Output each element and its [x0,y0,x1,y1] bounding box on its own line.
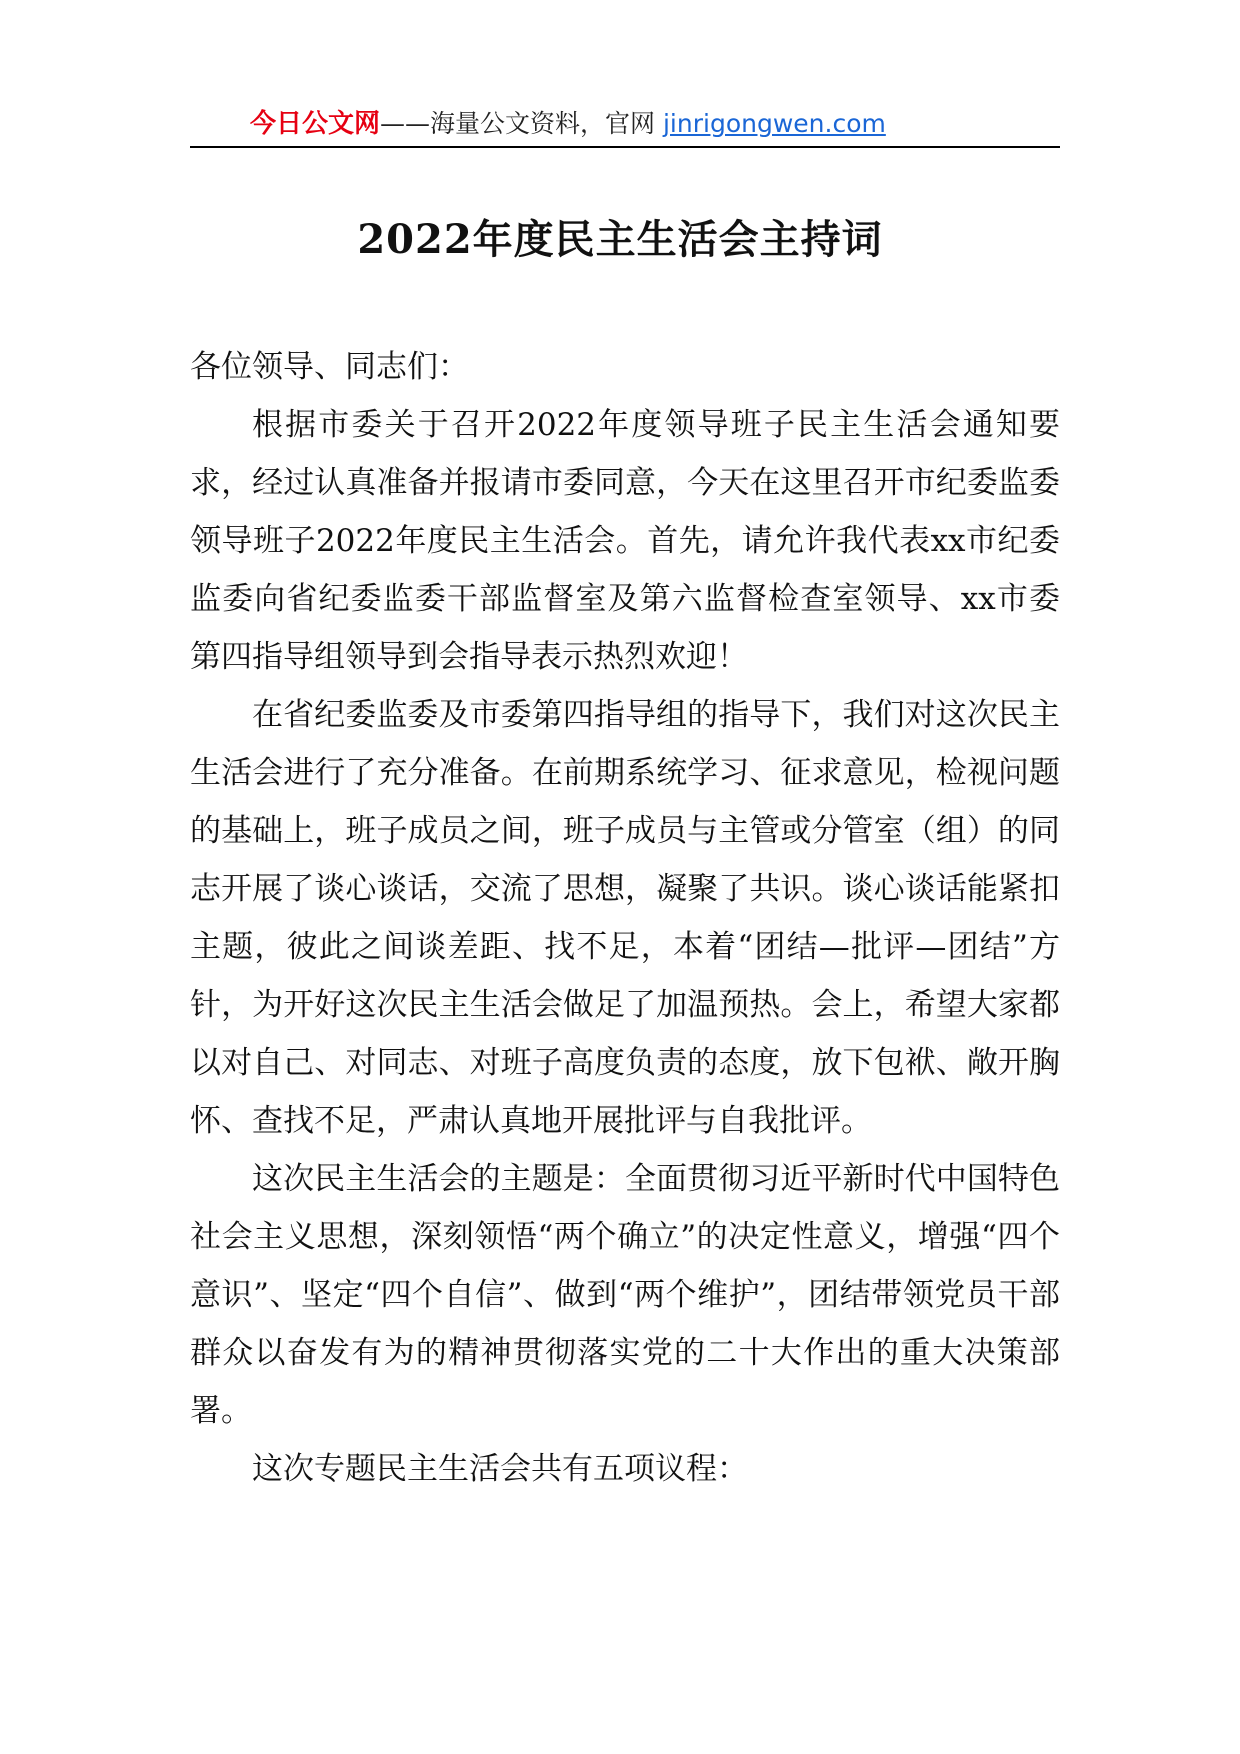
document-title: 2022年度民主生活会主持词 [357,216,883,263]
brand-name: 今日公文网 [250,109,381,139]
paragraph-3: 这次民主生活会的主题是：全面贯彻习近平新时代中国特色社会主义思想，深刻领悟“两个确立”的决定性意义，增强“四个意识”、坚定“四个自信”、做到“两个维护”，团结带领党员干部群众以奋发有为的精神贯彻落实党的二十大作出的重大决策部署。 [190,1161,1060,1429]
site-link[interactable]: jinrigongwen.com [662,109,886,138]
paragraph-1: 根据市委关于召开2022年度领导班子民主生活会通知要求，经过认真准备并报请市委同意，今天在这里召开市纪委监委领导班子2022年度民主生活会。首先，请允许我代表xx市纪委监委向省纪委监委干部监督室及第六监督检查室领导、xx市委第四指导组领导到会指导表示热烈欢迎！ [190,407,1060,675]
paragraph-2: 在省纪委监委及市委第四指导组的指导下，我们对这次民主生活会进行了充分准备。在前期系统学习、征求意见，检视问题的基础上，班子成员之间，班子成员与主管或分管室（组）的同志开展了谈心谈话，交流了思想，凝聚了共识。谈心谈话能紧扣主题，彼此之间谈差距、找不足，本着“团结—批评—团结”方针，为开好这次民主生活会做足了加温预热。会上，希望大家都以对自己、对同志、对班子高度负责的态度，放下包袱、敞开胸怀、查找不足，严肃认真地开展批评与自我批评。 [190,697,1060,1139]
paragraph-4: 这次专题民主生活会共有五项议程： [252,1451,748,1487]
header-tagline: ——海量公文资料，官网 [380,109,656,138]
header-line [250,108,886,140]
page-header [190,102,1060,148]
salutation: 各位领导、同志们： [190,349,469,385]
document-body [190,338,1060,1498]
